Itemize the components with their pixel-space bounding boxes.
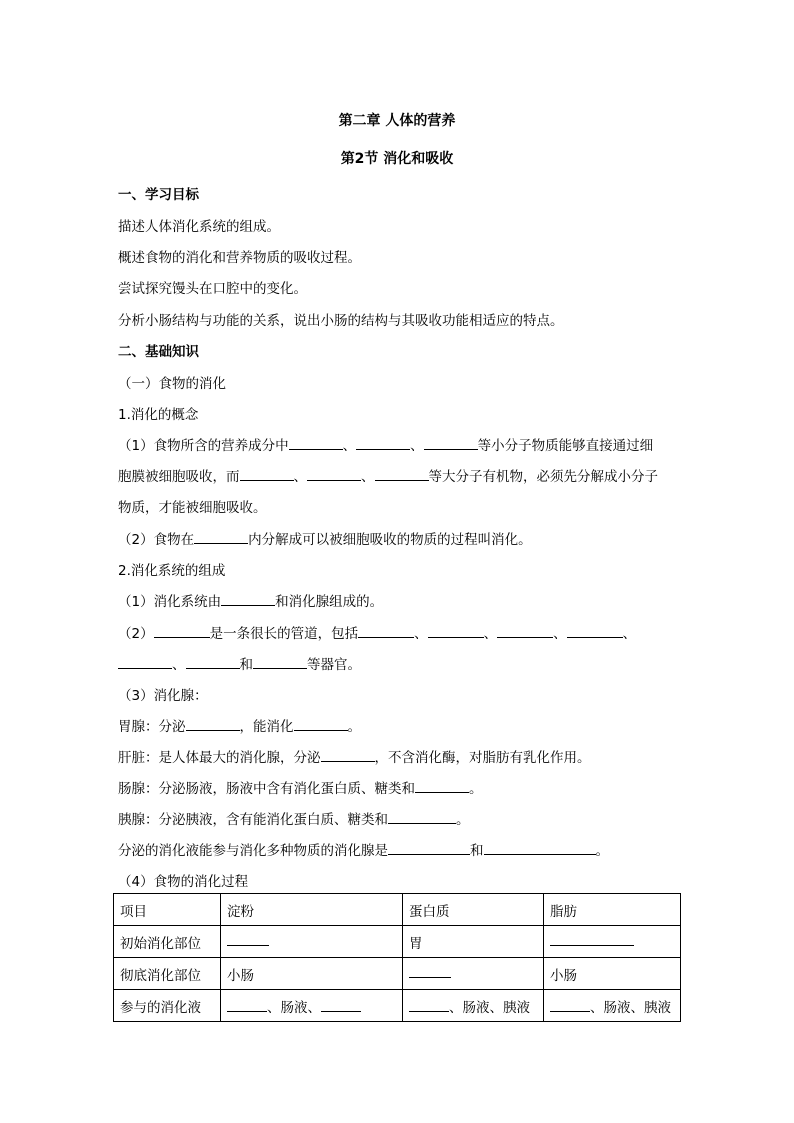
learning-goals-heading: 一、学习目标 bbox=[118, 187, 199, 203]
answer-blank[interactable] bbox=[388, 811, 456, 824]
system-item-2 bbox=[118, 622, 636, 642]
table-cell bbox=[221, 990, 403, 1022]
answer-blank[interactable] bbox=[550, 933, 634, 946]
text: （1）消化系统由 bbox=[118, 594, 222, 610]
answer-blank[interactable] bbox=[484, 842, 596, 855]
goal-item: 尝试探究馒头在口腔中的变化。 bbox=[118, 281, 307, 297]
table-cell bbox=[544, 990, 681, 1022]
system-item-2-cont bbox=[118, 653, 361, 673]
answer-blank[interactable] bbox=[358, 625, 414, 638]
text: 等小分子物质能够直接通过细 bbox=[477, 438, 654, 454]
goal-item: 概述食物的消化和营养物质的吸收过程。 bbox=[118, 250, 361, 266]
answer-blank[interactable] bbox=[227, 999, 267, 1012]
answer-blank[interactable] bbox=[356, 437, 410, 450]
header-cell: 项目 bbox=[114, 894, 221, 926]
text: 、肠液、 bbox=[267, 999, 321, 1016]
header-cell: 淀粉 bbox=[221, 894, 403, 926]
table-header-row bbox=[114, 894, 681, 926]
system-heading: 2.消化系统的组成 bbox=[118, 563, 226, 579]
text: 是一条很长的管道，包括 bbox=[209, 626, 359, 642]
text: 等器官。 bbox=[307, 657, 361, 673]
answer-blank[interactable] bbox=[567, 625, 623, 638]
text: （2）食物在 bbox=[118, 532, 195, 548]
answer-blank[interactable] bbox=[294, 718, 348, 731]
answer-blank[interactable] bbox=[409, 999, 449, 1012]
gastric-gland-line bbox=[118, 715, 361, 735]
table-cell: 胃 bbox=[403, 926, 544, 958]
header-cell: 蛋白质 bbox=[403, 894, 544, 926]
answer-blank[interactable] bbox=[194, 531, 248, 544]
section-title: 第2节 消化和吸收 bbox=[340, 151, 454, 167]
text: 。 bbox=[469, 781, 483, 797]
header-cell: 脂肪 bbox=[544, 894, 681, 926]
text: 分泌的消化液能参与消化多种物质的消化腺是 bbox=[118, 843, 388, 859]
text: 、 bbox=[553, 626, 567, 642]
text: 和 bbox=[239, 657, 253, 673]
text: 和 bbox=[470, 843, 484, 859]
answer-blank[interactable] bbox=[415, 780, 469, 793]
text: 肠腺：分泌肠液，肠液中含有消化蛋白质、糖类和 bbox=[118, 781, 415, 797]
concept-paragraph-1-cont bbox=[118, 465, 658, 485]
answer-blank[interactable] bbox=[409, 965, 451, 978]
goal-item: 分析小肠结构与功能的关系，说出小肠的结构与其吸收功能相适应的特点。 bbox=[118, 313, 564, 329]
answer-blank[interactable] bbox=[424, 437, 478, 450]
row-label: 彻底消化部位 bbox=[114, 958, 221, 990]
text: 等大分子有机物，必须先分解成小分子 bbox=[428, 469, 658, 485]
text: 、 bbox=[293, 469, 307, 485]
answer-blank[interactable] bbox=[321, 999, 361, 1012]
answer-blank[interactable] bbox=[550, 999, 590, 1012]
answer-blank[interactable] bbox=[227, 933, 269, 946]
goal-item: 描述人体消化系统的组成。 bbox=[118, 219, 280, 235]
table-cell: 小肠 bbox=[221, 958, 403, 990]
table-row bbox=[114, 926, 681, 958]
system-item-1 bbox=[118, 590, 383, 610]
answer-blank[interactable] bbox=[186, 656, 240, 669]
text: ，能消化 bbox=[239, 719, 294, 735]
text: 、 bbox=[361, 469, 375, 485]
answer-blank[interactable] bbox=[321, 749, 375, 762]
answer-blank[interactable] bbox=[253, 656, 307, 669]
answer-blank[interactable] bbox=[118, 656, 172, 669]
text: 、 bbox=[622, 626, 637, 642]
answer-blank[interactable] bbox=[307, 468, 361, 481]
concept-paragraph-1-end: 物质，才能被细胞吸收。 bbox=[118, 500, 267, 516]
text: 、 bbox=[483, 626, 498, 642]
table-cell bbox=[544, 926, 681, 958]
answer-blank[interactable] bbox=[186, 718, 240, 731]
basic-knowledge-heading: 二、基础知识 bbox=[118, 344, 199, 360]
text: 、肠液、胰液 bbox=[449, 999, 530, 1016]
text: 肝脏：是人体最大的消化腺，分泌 bbox=[118, 750, 321, 766]
answer-blank[interactable] bbox=[388, 842, 470, 855]
text: 和消化腺组成的。 bbox=[275, 594, 384, 610]
system-item-4: （4）食物的消化过程 bbox=[118, 874, 249, 890]
answer-blank[interactable] bbox=[154, 625, 210, 638]
answer-blank[interactable] bbox=[497, 625, 553, 638]
text: ，不含消化酶，对脂肪有乳化作用。 bbox=[374, 750, 591, 766]
text: 、 bbox=[172, 657, 186, 673]
digestion-process-table bbox=[113, 893, 681, 1022]
multi-gland-line bbox=[118, 839, 609, 859]
chapter-title: 第二章 人体的营养 bbox=[338, 113, 456, 129]
text: 、 bbox=[342, 438, 357, 454]
subsection-food-digestion: （一）食物的消化 bbox=[118, 376, 226, 392]
table-cell bbox=[403, 990, 544, 1022]
liver-line bbox=[118, 746, 591, 766]
text: 、 bbox=[414, 626, 428, 642]
answer-blank[interactable] bbox=[375, 468, 429, 481]
answer-blank[interactable] bbox=[428, 625, 484, 638]
text: 。 bbox=[347, 719, 361, 735]
text: 、肠液、胰液 bbox=[590, 999, 671, 1016]
text: 胰腺：分泌胰液，含有能消化蛋白质、糖类和 bbox=[118, 812, 388, 828]
table-cell bbox=[221, 926, 403, 958]
text: （1）食物所含的营养成分中 bbox=[118, 438, 289, 454]
concept-heading: 1.消化的概念 bbox=[118, 407, 199, 423]
answer-blank[interactable] bbox=[221, 593, 275, 606]
table-cell bbox=[403, 958, 544, 990]
text: 内分解成可以被细胞吸收的物质的过程叫消化。 bbox=[248, 532, 532, 548]
intestinal-gland-line bbox=[118, 777, 483, 797]
text: （2） bbox=[118, 626, 154, 642]
row-label: 初始消化部位 bbox=[114, 926, 221, 958]
text: 。 bbox=[595, 843, 609, 859]
text: 、 bbox=[410, 438, 424, 454]
answer-blank[interactable] bbox=[240, 468, 294, 481]
table-row bbox=[114, 958, 681, 990]
row-label: 参与的消化液 bbox=[114, 990, 221, 1022]
answer-blank[interactable] bbox=[289, 437, 343, 450]
text: 。 bbox=[456, 812, 470, 828]
concept-paragraph-1 bbox=[118, 434, 653, 454]
pancreas-line bbox=[118, 808, 470, 828]
text: 胃腺：分泌 bbox=[118, 719, 186, 735]
table-cell: 小肠 bbox=[544, 958, 681, 990]
text: 胞膜被细胞吸收，而 bbox=[118, 469, 240, 485]
table-row bbox=[114, 990, 681, 1022]
system-item-3: （3）消化腺： bbox=[118, 688, 208, 704]
concept-paragraph-2 bbox=[118, 528, 532, 548]
